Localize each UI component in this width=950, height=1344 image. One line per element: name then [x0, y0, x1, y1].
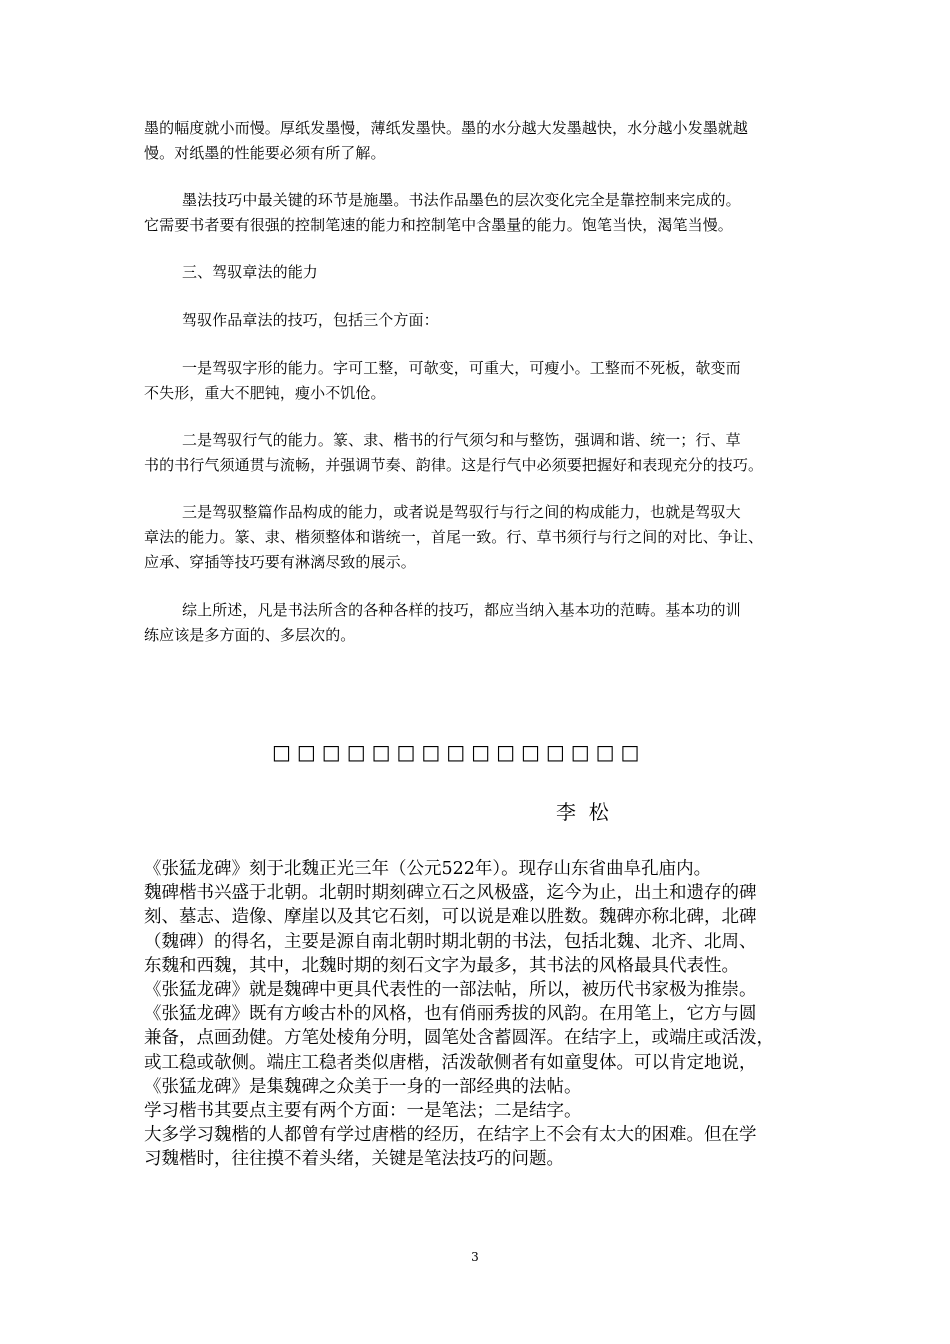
text-line: 墨法技巧中最关键的环节是施墨。书法作品墨色的层次变化完全是靠控制来完成的。 [182, 191, 741, 209]
heading-text: 三、驾驭章法的能力 [182, 263, 318, 281]
text-line: 二是驾驭行气的能力。篆、隶、楷书的行气须匀和与整饬，强调和谐、统一；行、草 [182, 431, 741, 449]
body-line: 魏碑楷书兴盛于北朝。北朝时期刻碑立石之风极盛，迄今为止，出土和遗存的碑 [144, 883, 757, 904]
body-line: 兼备，点画劲健。方笔处棱角分明，圆笔处含蓄圆浑。在结字上，或端庄或活泼， [144, 1028, 774, 1049]
text-line: 不失形，重大不肥钝，瘦小不饥伧。 [144, 384, 386, 402]
text-line: 三是驾驭整篇作品构成的能力，或者说是驾驭行与行之间的构成能力，也就是驾驭大 [182, 503, 741, 521]
body-line: 《张猛龙碑》是集魏碑之众美于一身的一部经典的法帖。 [144, 1076, 582, 1097]
text-line: 慢。对纸墨的性能要必须有所了解。 [144, 144, 386, 162]
text-line: 综上所述，凡是书法所含的各种各样的技巧，都应当纳入基本功的范畴。基本功的训 [182, 601, 741, 619]
paragraph-ink-speed [144, 116, 816, 166]
text-line: 一是驾驭字形的能力。字可工整，可欹变，可重大，可瘦小。工整而不死板，欹变而 [182, 359, 741, 377]
article-title: □□□□□□□□□□□□□□□ [272, 740, 646, 764]
paragraph-form [144, 356, 816, 406]
text-line: 章法的能力。篆、隶、楷须整体和谐统一，首尾一致。行、草书须行与行之间的对比、争让、 [144, 528, 764, 546]
body-line: 刻、墓志、造像、摩崖以及其它石刻，可以说是难以胜数。魏碑亦称北碑，北碑 [144, 907, 757, 928]
paragraph-flow [144, 428, 816, 478]
paragraph-summary [144, 598, 816, 648]
body-line: （魏碑）的得名，主要是源自南北朝时期北朝的书法，包括北魏、北齐、北周、 [144, 931, 757, 952]
paragraph-intro [144, 308, 816, 333]
section-heading [144, 260, 816, 285]
text-line: 应承、穿插等技巧要有淋漓尽致的展示。 [144, 553, 416, 571]
text-line: 墨的幅度就小而慢。厚纸发墨慢，薄纸发墨快。墨的水分越大发墨越快，水分越小发墨就越 [144, 119, 749, 137]
body-line: 《张猛龙碑》刻于北魏正光三年（公元522年）。现存山东省曲阜孔庙内。 [144, 859, 712, 879]
article-author: 李 松 [556, 800, 609, 824]
text-line: 它需要书者要有很强的控制笔速的能力和控制笔中含墨量的能力。饱笔当快，渴笔当慢。 [144, 216, 733, 234]
paragraph-composition [144, 500, 816, 575]
text-line: 驾驭作品章法的技巧，包括三个方面： [182, 311, 439, 329]
article-body [144, 857, 824, 1172]
paragraph-ink-application [144, 188, 816, 238]
text-line: 书的书行气须通贯与流畅，并强调节奏、韵律。这是行气中必须要把握好和表现充分的技巧。 [144, 456, 764, 474]
body-line: 东魏和西魏，其中，北魏时期的刻石文字为最多，其书法的风格最具代表性。 [144, 955, 739, 976]
body-line: 习魏楷时，往往摸不着头绪，关键是笔法技巧的问题。 [144, 1149, 564, 1170]
body-line: 或工稳或欹侧。端庄工稳者类似唐楷，活泼欹侧者有如童叟体。可以肯定地说， [144, 1052, 757, 1073]
text-line: 练应该是多方面的、多层次的。 [144, 626, 356, 644]
body-line: 学习楷书其要点主要有两个方面：一是笔法；二是结字。 [144, 1101, 582, 1122]
page-number: 3 [471, 1250, 479, 1264]
body-line: 《张猛龙碑》就是魏碑中更具代表性的一部法帖，所以，被历代书家极为推崇。 [144, 980, 757, 1001]
body-line: 大多学习魏楷的人都曾有学过唐楷的经历，在结字上不会有太大的困难。但在学 [144, 1125, 757, 1146]
body-line: 《张猛龙碑》既有方峻古朴的风格，也有俏丽秀拔的风韵。在用笔上，它方与圆 [144, 1004, 757, 1025]
